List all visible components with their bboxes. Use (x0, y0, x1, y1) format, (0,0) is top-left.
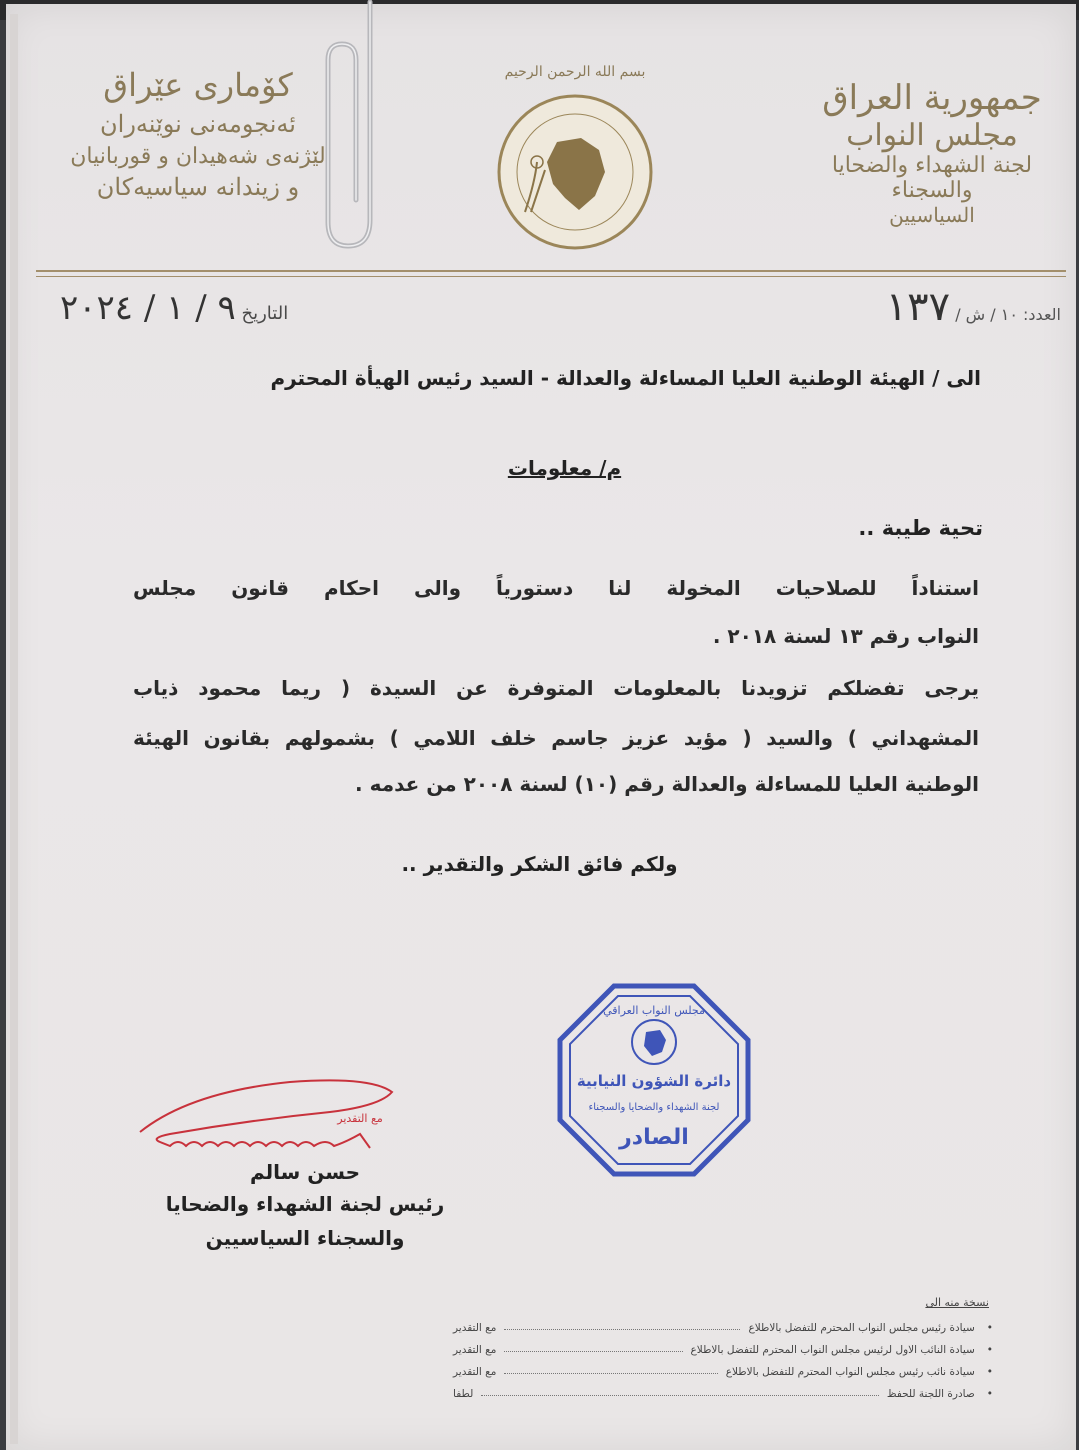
copy-item-text: • صادرة اللجنة للحفظ (887, 1388, 993, 1400)
basmala: بسم الله الرحمن الرحيم (504, 64, 646, 80)
committee-name: لجنة الشهداء والضحايا والسجناء (831, 153, 1033, 203)
stamp-committee: لجنة الشهداء والضحايا والسجناء (588, 1102, 720, 1113)
copy-item-end: لطفا (453, 1388, 474, 1400)
letterhead-kurdish (48, 66, 348, 201)
signer-name: حسن سالم (249, 1160, 361, 1184)
copy-item-end: مع التقدير (453, 1344, 497, 1356)
copy-item-dots (504, 1322, 740, 1330)
header-rule-bottom (36, 276, 1066, 277)
stamp-department: دائرة الشؤون النيابية (576, 1072, 732, 1090)
committee-name-cont: السياسيين (889, 203, 975, 227)
committee-name-kurdish-cont: و زیندانە سیاسیەکان (96, 173, 300, 201)
copy-item-dots (504, 1344, 682, 1352)
letterhead-arabic (807, 78, 1057, 227)
number-label: العدد: ١٠ / ش / (955, 305, 1061, 324)
copies-title: نسخة منه الى (925, 1296, 989, 1309)
copy-item-text: • سيادة النائب الاول لرئيس مجلس النواب المحترم للتفضل بالاطلاع (691, 1344, 993, 1356)
council-name: مجلس النواب (846, 118, 1018, 153)
header-rule-top (36, 270, 1066, 272)
parliament-emblem-icon (495, 92, 655, 252)
copy-item-dots (481, 1388, 879, 1396)
council-name-kurdish: ئەنجومەنی نوێنەران (100, 110, 296, 138)
copy-item-dots (504, 1366, 717, 1374)
recipient-line: الى / الهيئة الوطنية العليا المساءلة والعدالة - السيد رئيس الهيأة المحترم (270, 366, 981, 390)
copy-item (453, 1366, 993, 1378)
greeting: تحية طيبة .. (858, 516, 983, 540)
copy-item-end: مع التقدير (453, 1322, 497, 1334)
number-value: ١٣٧ (885, 284, 951, 330)
number-field (866, 284, 1061, 330)
paragraph-2-line-3: الوطنية العليا للمساءلة والعدالة رقم (١٠) لسنة ٢٠٠٨ من عدمه . (355, 772, 979, 796)
committee-name-kurdish: لێژنەی شەهیدان و قوربانیان (70, 144, 326, 169)
copy-item-text: • سيادة رئيس مجلس النواب المحترم للتفضل بالاطلاع (748, 1322, 993, 1334)
subject-line (0, 456, 1079, 480)
paragraph-1-line-2: النواب رقم ١٣ لسنة ٢٠١٨ . (712, 624, 979, 648)
copy-item (453, 1388, 993, 1400)
handwritten-signature (130, 1072, 400, 1162)
date-field (60, 288, 288, 328)
paragraph-2-line-2: المشهداني ) والسيد ( مؤيد عزيز جاسم خلف اللامي ) بشمولهم بقانون الهيئة (133, 726, 979, 750)
copy-item-end: مع التقدير (453, 1366, 497, 1378)
paragraph-2-line-1: يرجى تفضلكم تزويدنا بالمعلومات المتوفرة عن السيدة ( ريما محمود ذياب (133, 676, 979, 700)
copy-item (453, 1322, 993, 1334)
date-label: التاريخ (241, 303, 289, 324)
closing-line: ولكم فائق الشكر والتقدير .. (401, 852, 678, 876)
subject-text: م/ معلومات (507, 456, 622, 480)
paragraph-1-line-1: استناداً للصلاحيات المخولة لنا دستورياً والى احكام قانون مجلس (133, 576, 979, 600)
copy-item (453, 1344, 993, 1356)
signature-note: مع التقدير (337, 1112, 383, 1125)
copy-item-text: • سيادة نائب رئيس مجلس النواب المحترم للتفضل بالاطلاع (726, 1366, 993, 1378)
signer-title-1: رئيس لجنة الشهداء والضحايا (165, 1192, 445, 1216)
date-value: ٩ / ١ / ٢٠٢٤ (60, 288, 236, 328)
official-stamp (556, 982, 752, 1178)
country-name: جمهورية العراق (822, 78, 1042, 118)
stamp-word: الصادر (619, 1125, 689, 1150)
stamp-ring-text: مجلس النواب العراقي (603, 1004, 705, 1017)
country-name-kurdish: كۆماری عێراق (103, 66, 293, 104)
signer-title-2: والسجناء السياسيين (205, 1226, 405, 1250)
paper-edge (10, 14, 18, 1444)
